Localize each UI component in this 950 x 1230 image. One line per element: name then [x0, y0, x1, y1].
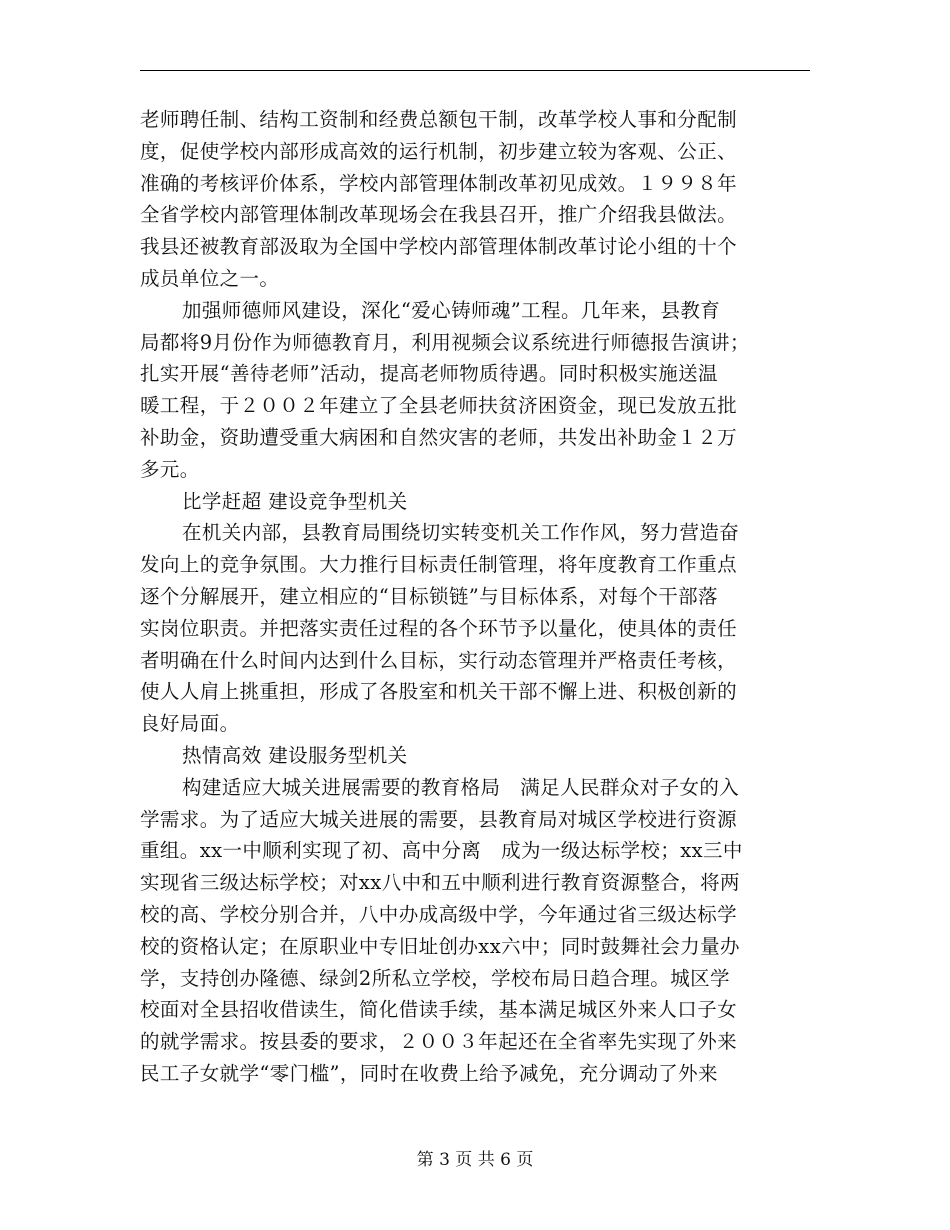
- text-line: 我县还被教育部汲取为全国中学校内部管理体制改革讨论小组的十个: [140, 235, 738, 259]
- text-line: 准确的考核评价体系，学校内部管理体制改革初见成效。１９９８年: [140, 171, 738, 195]
- text-line: 实岗位职责。并把落实责任过程的各个环节予以量化，使具体的责任: [140, 616, 738, 640]
- text-line: 比学赶超 建设竞争型机关: [182, 489, 408, 513]
- text-line: 校面对全县招收借读生，简化借读手续，基本满足城区外来人口子女: [140, 998, 738, 1022]
- text-line: 补助金，资助遭受重大病困和自然灾害的老师，共发出补助金１２万: [140, 425, 738, 449]
- text-line: 加强师德师风建设，深化“爱心铸师魂”工程。几年来，县教育: [182, 298, 721, 322]
- text-line: 暖工程，于２００２年建立了全县老师扶贫济困资金，现已发放五批: [140, 394, 738, 418]
- text-line: 使人人肩上挑重担，形成了各股室和机关干部不懈上进、积极创新的: [140, 680, 738, 704]
- text-line: 重组。xx一中顺利实现了初、高中分离 成为一级达标学校；xx三中: [140, 839, 743, 863]
- text-line: 成员单位之一。: [140, 266, 280, 290]
- text-line: 扎实开展“善待老师”活动，提高老师物质待遇。同时积极实施送温: [140, 362, 718, 386]
- text-line: 全省学校内部管理体制改革现场会在我县召开，推广介绍我县做法。: [140, 203, 738, 227]
- text-line: 学，支持创办隆德、绿剑2所私立学校，学校布局日趋合理。城区学: [140, 966, 730, 990]
- text-line: 的就学需求。按县委的要求，２００３年起还在全省率先实现了外来: [140, 1030, 738, 1054]
- text-line: 实现省三级达标学校；对xx八中和五中顺利进行教育资源整合，将两: [140, 871, 740, 895]
- page-footer: 第 3 页 共 6 页: [416, 1150, 534, 1170]
- text-line: 在机关内部，县教育局围绕切实转变机关工作作风，努力营造奋: [182, 521, 740, 545]
- text-line: 校的资格认定；在原职业中专旧址创办xx六中；同时鼓舞社会力量办: [140, 934, 740, 958]
- header-rule: [140, 70, 810, 71]
- document-body: [140, 104, 830, 1090]
- text-line: 民工子女就学“零门槛”，同时在收费上给予减免，充分调动了外来: [140, 1061, 718, 1085]
- text-line: 校的高、学校分别合并，八中办成高级中学，今年通过省三级达标学: [140, 902, 738, 926]
- text-line: 发向上的竞争氛围。大力推行目标责任制管理，将年度教育工作重点: [140, 553, 738, 577]
- text-line: 多元。: [140, 457, 200, 481]
- text-line: 逐个分解展开，建立相应的“目标锁链”与目标体系，对每个干部落: [140, 584, 718, 608]
- text-line: 构建适应大城关进展需要的教育格局 满足人民群众对子女的入: [182, 775, 740, 799]
- text-line: 良好局面。: [140, 712, 240, 736]
- text-line: 者明确在什么时间内达到什么目标，实行动态管理并严格责任考核，: [140, 648, 738, 672]
- text-line: 热情高效 建设服务型机关: [182, 743, 408, 767]
- text-line: 学需求。为了适应大城关进展的需要，县教育局对城区学校进行资源: [140, 807, 738, 831]
- text-line: 度，促使学校内部形成高效的运行机制，初步建立较为客观、公正、: [140, 139, 738, 163]
- text-line: 局都将9月份作为师德教育月，利用视频会议系统进行师德报告演讲；: [140, 330, 750, 354]
- text-line: 老师聘任制、结构工资制和经费总额包干制，改革学校人事和分配制: [140, 108, 738, 131]
